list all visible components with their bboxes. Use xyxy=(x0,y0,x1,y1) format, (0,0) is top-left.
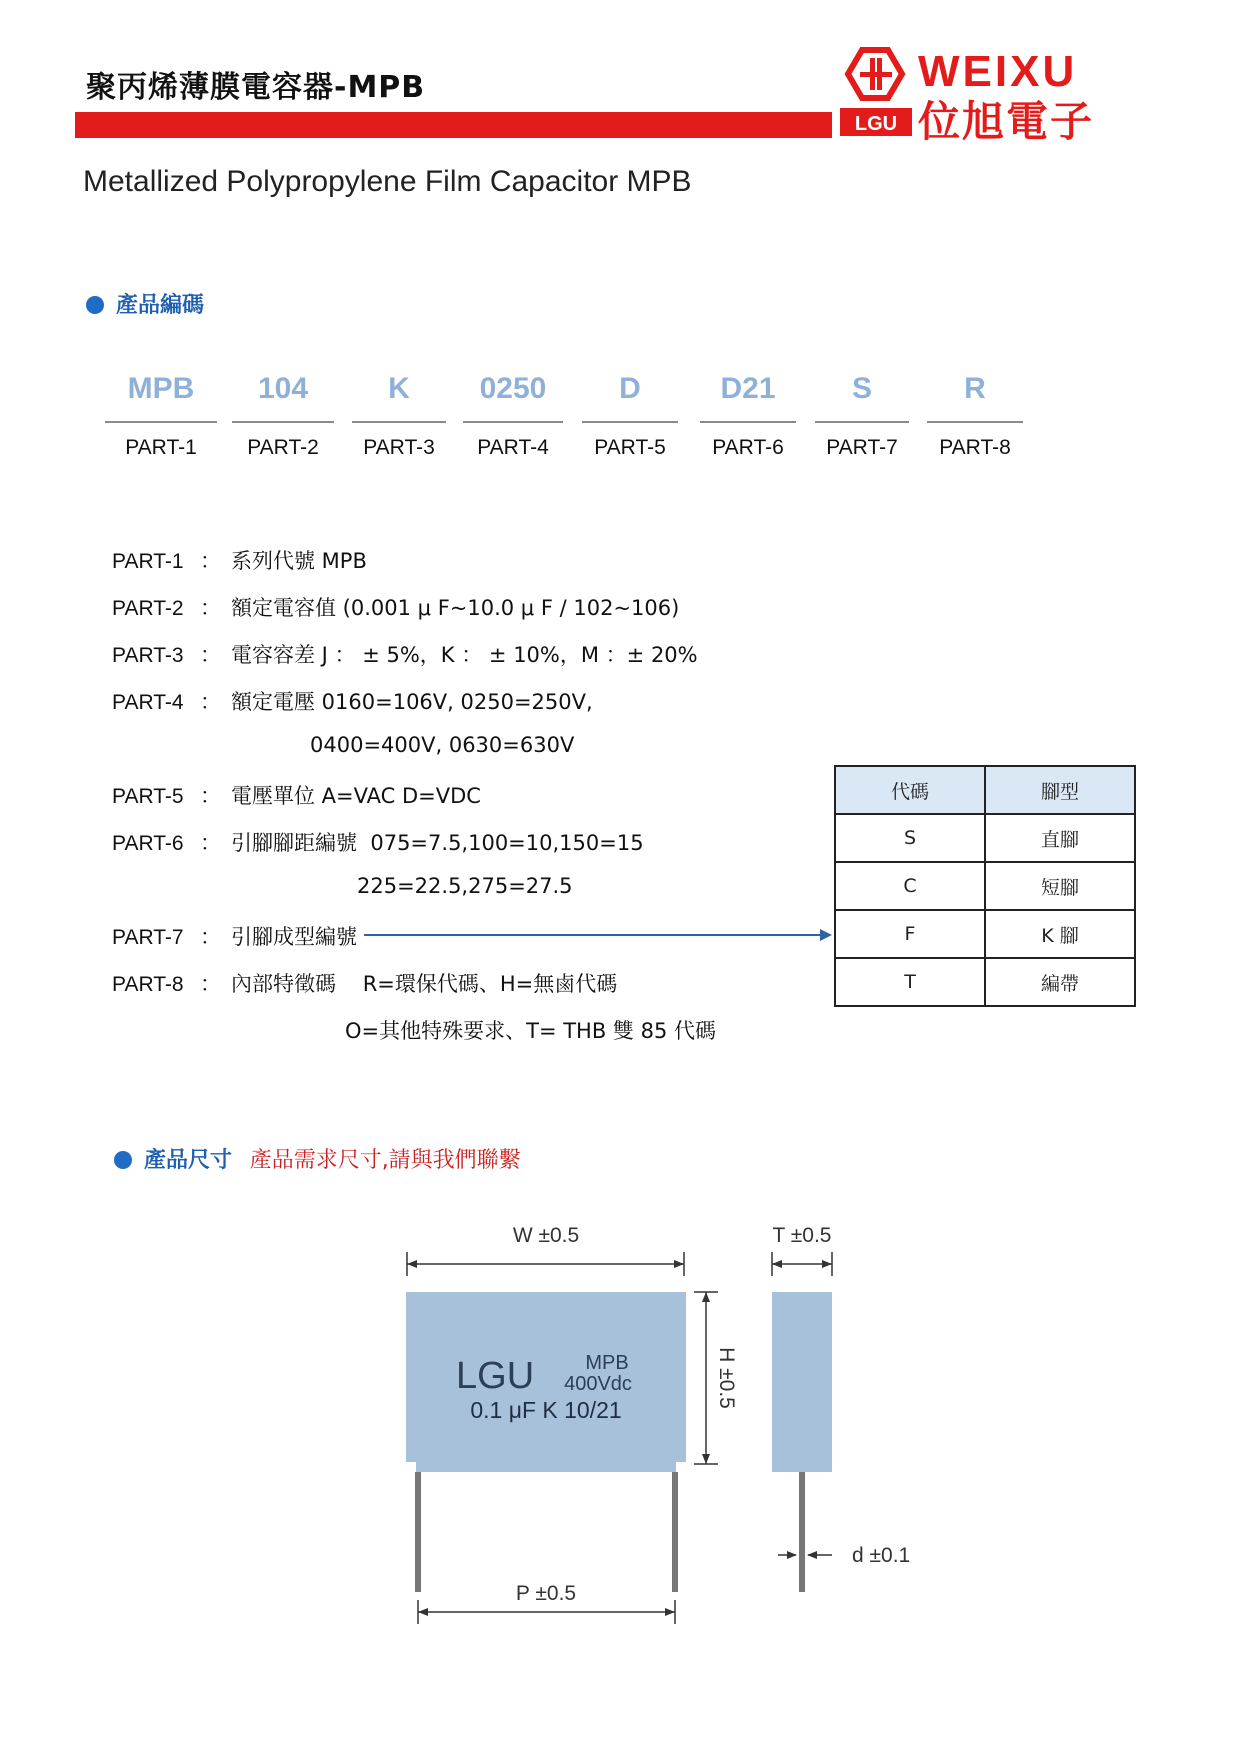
page-subtitle: Metallized Polypropylene Film Capacitor MPB xyxy=(83,165,692,198)
h-dimension-label: H ±0.5 xyxy=(715,1347,738,1409)
code-part-4: 0250 xyxy=(479,372,547,405)
lead-right xyxy=(672,1472,678,1592)
table-cell: F xyxy=(835,910,985,958)
part-label-1: PART-1 xyxy=(125,436,197,459)
table-header-row xyxy=(835,766,1135,814)
table-header-cell: 腳型 xyxy=(985,766,1135,814)
part7-arrow xyxy=(360,920,840,950)
desc-part-5: PART-5 ： 電壓單位 A=VAC D=VDC xyxy=(112,784,481,808)
lead-left xyxy=(415,1472,421,1592)
logo-brand-en: WEIXU xyxy=(918,47,1078,96)
table-row xyxy=(835,958,1135,1006)
table-cell: 編帶 xyxy=(985,958,1135,1006)
dimension-note: 產品需求尺寸,請與我們聯繫 xyxy=(249,1148,521,1173)
code-underline xyxy=(582,421,678,423)
table-cell: S xyxy=(835,814,985,862)
desc-part-3: PART-3 ： 電容容差 J ： ± 5%，K ： ± 10%，M ：± 20% xyxy=(112,643,698,667)
p-dimension-label: P ±0.5 xyxy=(515,1582,577,1605)
desc-part-2: PART-2 ： 額定電容值 (0.001 μ F~10.0 μ F / 102~106) xyxy=(112,596,680,620)
desc-part-1: PART-1 ： 系列代號 MPB xyxy=(112,549,367,573)
code-part-3: K xyxy=(388,372,410,405)
code-underline xyxy=(105,421,217,423)
table-cell: 短腳 xyxy=(985,862,1135,910)
page-title: 聚丙烯薄膜電容器-MPB xyxy=(86,70,426,105)
code-underline xyxy=(815,421,909,423)
code-underline xyxy=(232,421,334,423)
body-voltage-text: 400Vdc xyxy=(564,1373,632,1395)
arrow-head-icon xyxy=(820,929,832,941)
table-header-cell: 代碼 xyxy=(835,766,985,814)
table-cell: T xyxy=(835,958,985,1006)
table-cell: 直腳 xyxy=(985,814,1135,862)
bullet-icon xyxy=(86,296,104,314)
desc-part-6-cont: 225=22.5,275=27.5 xyxy=(357,874,573,898)
section-dim-heading: 產品尺寸 產品需求尺寸,請與我們聯繫 xyxy=(114,1143,521,1174)
table-row xyxy=(835,814,1135,862)
code-part-5: D xyxy=(619,372,641,405)
desc-part-6: PART-6 ： 引腳腳距編號 075=7.5,100=10,150=15 xyxy=(112,831,644,855)
capacitor-drawing xyxy=(380,1210,940,1630)
part-label-3: PART-3 xyxy=(363,436,435,459)
code-part-7: S xyxy=(851,372,872,405)
code-underline xyxy=(352,421,446,423)
code-underline xyxy=(463,421,563,423)
part-label-6: PART-6 xyxy=(712,436,784,459)
weixu-logo xyxy=(832,44,1177,144)
part-label-4: PART-4 xyxy=(477,436,549,459)
code-part-1: MPB xyxy=(127,372,195,405)
t-dimension-label: T ±0.5 xyxy=(772,1224,832,1247)
table-row xyxy=(835,862,1135,910)
desc-part-8-cont: O=其他特殊要求、T= THB 雙 85 代碼 xyxy=(345,1019,716,1043)
d-dimension-label: d ±0.1 xyxy=(852,1544,911,1567)
code-part-8: R xyxy=(964,372,986,405)
table-cell: K 腳 xyxy=(985,910,1135,958)
w-dimension-label: W ±0.5 xyxy=(512,1224,580,1247)
logo-badge-text: LGU xyxy=(854,113,898,135)
desc-part-8: PART-8 ： 內部特徵碼 R=環保代碼、H=無鹵代碼 xyxy=(112,972,618,996)
code-part-2: 104 xyxy=(257,372,309,405)
logo-brand-cn: 位旭電子 xyxy=(918,97,1095,144)
table-cell: C xyxy=(835,862,985,910)
body-series-text: MPB xyxy=(585,1352,629,1374)
capacitor-side-body xyxy=(772,1292,832,1472)
part-label-2: PART-2 xyxy=(247,436,319,459)
part-label-5: PART-5 xyxy=(594,436,666,459)
part-label-8: PART-8 xyxy=(939,436,1011,459)
code-underline xyxy=(700,421,796,423)
section-code-heading: 產品編碼 xyxy=(86,288,204,319)
body-value-text: 0.1 μF K 10/21 xyxy=(470,1397,622,1423)
lead-side xyxy=(799,1472,805,1592)
part-label-7: PART-7 xyxy=(826,436,898,459)
table-row xyxy=(835,910,1135,958)
desc-part-4-cont: 0400=400V, 0630=630V xyxy=(310,733,575,757)
desc-part-7: PART-7 ： 引腳成型編號 xyxy=(112,925,357,949)
desc-part-4: PART-4 ： 額定電壓 0160=106V, 0250=250V, xyxy=(112,690,593,714)
code-part-6: D21 xyxy=(720,372,776,405)
bullet-icon xyxy=(114,1151,132,1169)
capacitor-body xyxy=(406,1292,686,1472)
body-brand-text: LGU xyxy=(456,1355,535,1397)
code-underline xyxy=(927,421,1023,423)
lead-form-table xyxy=(834,765,1136,1007)
